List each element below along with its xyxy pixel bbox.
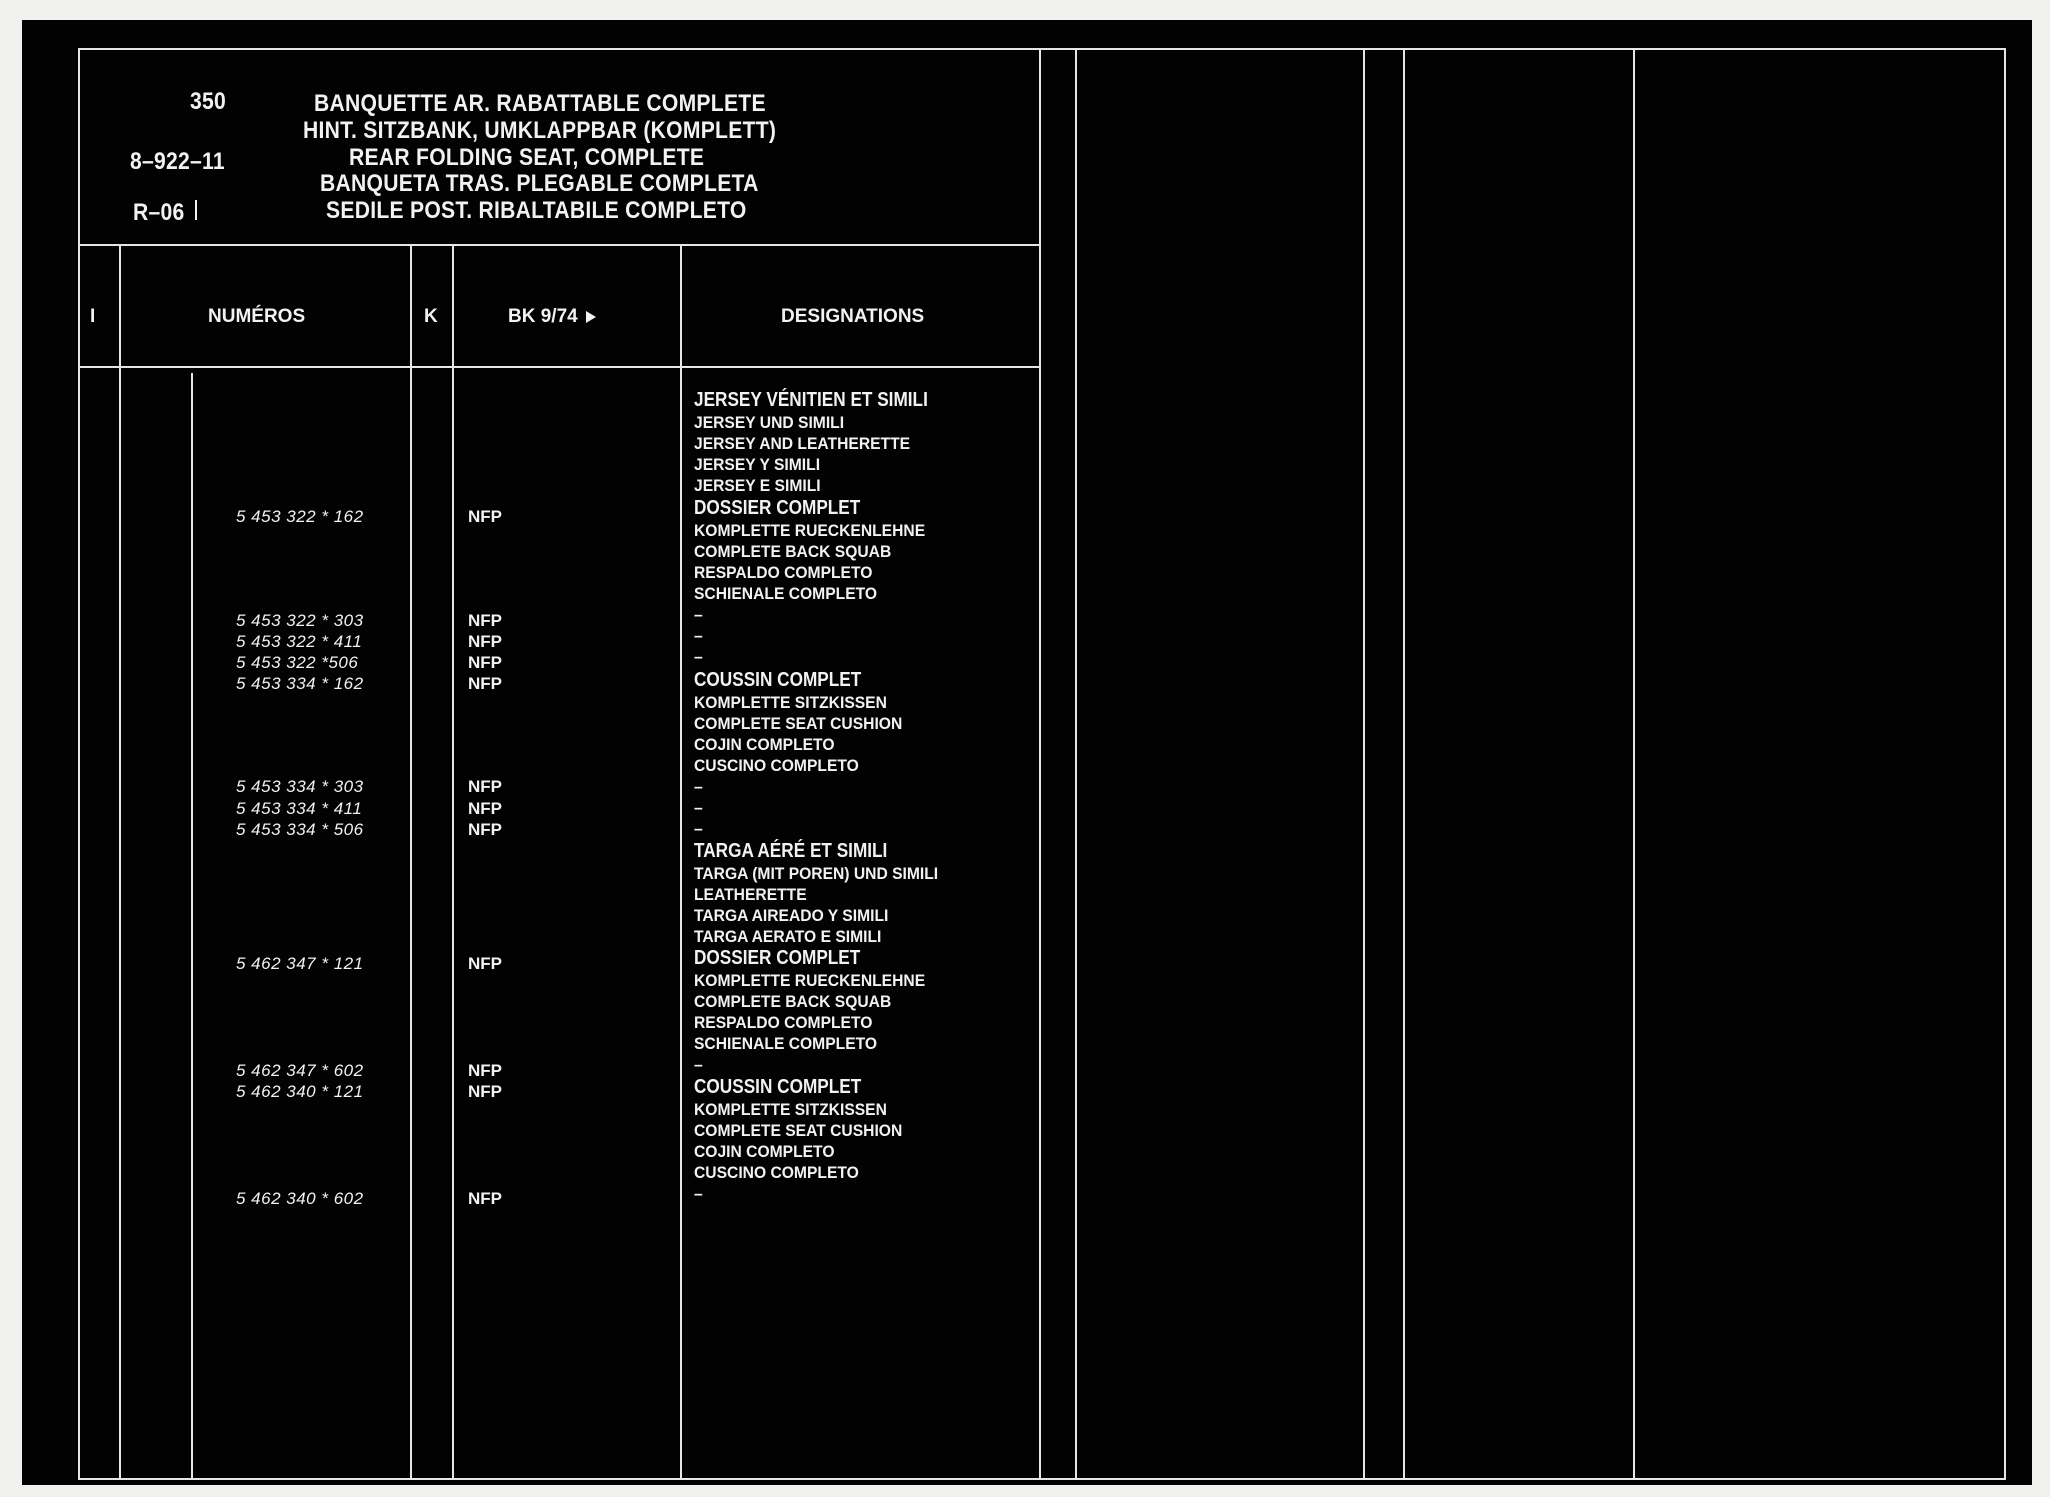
part-number: 5 462 340 * 602 <box>236 1189 364 1208</box>
column-line <box>191 373 193 1480</box>
designation-line: JERSEY AND LEATHERETTE <box>694 434 911 453</box>
title-de: HINT. SITZBANK, UMKLAPPBAR (KOMPLETT) <box>303 117 777 144</box>
designation-heading: DOSSIER COMPLET <box>694 947 861 969</box>
down-arrow-icon <box>195 200 197 220</box>
designation-line: – <box>694 798 703 817</box>
designation-line: TARGA (MIT POREN) UND SIMILI <box>694 864 939 883</box>
frame-top <box>78 48 2006 50</box>
divider <box>1403 48 1405 1480</box>
part-k-code: NFP <box>468 507 502 526</box>
col-numbers-header: NUMÉROS <box>208 306 306 327</box>
designation-line: KOMPLETTE RUECKENLEHNE <box>694 521 926 540</box>
designation-line: KOMPLETTE RUECKENLEHNE <box>694 971 926 990</box>
designation-line: COJIN COMPLETO <box>694 1142 835 1161</box>
designation-line: SCHIENALE COMPLETO <box>694 1034 878 1053</box>
designation-heading: TARGA AÉRÉ ET SIMILI <box>694 840 888 862</box>
title-it: SEDILE POST. RIBALTABILE COMPLETO <box>326 197 747 224</box>
designation-line: KOMPLETTE SITZKISSEN <box>694 1100 887 1119</box>
part-k-code: NFP <box>468 777 502 796</box>
title-en: REAR FOLDING SEAT, COMPLETE <box>349 144 705 171</box>
title-es: BANQUETA TRAS. PLEGABLE COMPLETA <box>320 170 759 197</box>
column-header-separator <box>78 366 1040 368</box>
part-number: 5 453 334 * 162 <box>236 674 364 693</box>
part-k-code: NFP <box>468 799 502 818</box>
divider <box>1039 48 1041 1480</box>
designation-line: COMPLETE BACK SQUAB <box>694 992 892 1011</box>
designation-line: TARGA AERATO E SIMILI <box>694 927 882 946</box>
designation-line: COMPLETE BACK SQUAB <box>694 542 892 561</box>
title-fr: BANQUETTE AR. RABATTABLE COMPLETE <box>314 90 766 117</box>
designation-line: JERSEY UND SIMILI <box>694 413 845 432</box>
section-ref: 8–922–11 <box>130 148 225 175</box>
divider <box>1633 48 1635 1480</box>
designation-line: – <box>694 626 703 645</box>
microfiche-sheet <box>22 20 2032 1485</box>
designation-line: COJIN COMPLETO <box>694 735 835 754</box>
column-line <box>680 244 682 1480</box>
part-k-code: NFP <box>468 674 502 693</box>
designation-line: KOMPLETTE SITZKISSEN <box>694 693 887 712</box>
part-number: 5 453 322 * 303 <box>236 611 364 630</box>
part-number: 5 453 334 * 411 <box>236 799 363 818</box>
designation-line: COMPLETE SEAT CUSHION <box>694 1121 903 1140</box>
frame-right <box>2004 48 2006 1480</box>
part-k-code: NFP <box>468 1061 502 1080</box>
col-bk-header: BK 9/74 <box>508 307 596 326</box>
col-k-header: K <box>424 306 438 327</box>
column-line <box>452 244 454 1480</box>
divider <box>1363 48 1365 1480</box>
designation-line: TARGA AIREADO Y SIMILI <box>694 906 889 925</box>
part-number: 5 453 334 * 506 <box>236 820 364 839</box>
revision: R–06 <box>133 199 185 226</box>
part-number: 5 453 322 * 411 <box>236 632 363 651</box>
designation-line: LEATHERETTE <box>694 885 807 904</box>
designation-line: JERSEY E SIMILI <box>694 476 821 495</box>
designation-line: – <box>694 819 703 838</box>
designation-heading: COUSSIN COMPLET <box>694 1076 862 1098</box>
part-k-code: NFP <box>468 820 502 839</box>
designation-line: CUSCINO COMPLETO <box>694 756 859 775</box>
frame-bottom <box>78 1478 2006 1480</box>
designation-line: COMPLETE SEAT CUSHION <box>694 714 903 733</box>
designation-line: – <box>694 647 703 666</box>
part-number: 5 462 347 * 602 <box>236 1061 364 1080</box>
part-number: 5 453 322 *506 <box>236 653 359 672</box>
designation-heading: COUSSIN COMPLET <box>694 669 862 691</box>
part-number: 5 462 347 * 121 <box>236 954 364 973</box>
designation-heading: JERSEY VÉNITIEN ET SIMILI <box>694 389 928 411</box>
play-arrow-icon <box>586 311 596 323</box>
part-k-code: NFP <box>468 954 502 973</box>
designation-line: RESPALDO COMPLETO <box>694 563 873 582</box>
designation-line: SCHIENALE COMPLETO <box>694 584 878 603</box>
designation-line: RESPALDO COMPLETO <box>694 1013 873 1032</box>
part-k-code: NFP <box>468 653 502 672</box>
part-k-code: NFP <box>468 1082 502 1101</box>
designation-line: JERSEY Y SIMILI <box>694 455 821 474</box>
part-k-code: NFP <box>468 632 502 651</box>
part-number: 5 453 334 * 303 <box>236 777 364 796</box>
col-i-header: I <box>90 306 96 327</box>
column-line <box>410 244 412 1480</box>
designation-line: – <box>694 1184 703 1203</box>
designation-line: – <box>694 605 703 624</box>
col-designations-header: DESIGNATIONS <box>781 306 925 327</box>
designation-line: – <box>694 1055 703 1074</box>
part-k-code: NFP <box>468 1189 502 1208</box>
part-k-code: NFP <box>468 611 502 630</box>
designation-heading: DOSSIER COMPLET <box>694 497 861 519</box>
frame-left <box>78 48 80 1480</box>
header-separator <box>78 244 1040 246</box>
divider <box>1075 48 1077 1480</box>
designation-line: CUSCINO COMPLETO <box>694 1163 859 1182</box>
designation-line: – <box>694 777 703 796</box>
section-code: 350 <box>190 88 227 115</box>
column-line <box>119 244 121 1480</box>
part-number: 5 462 340 * 121 <box>236 1082 364 1101</box>
part-number: 5 453 322 * 162 <box>236 507 364 526</box>
